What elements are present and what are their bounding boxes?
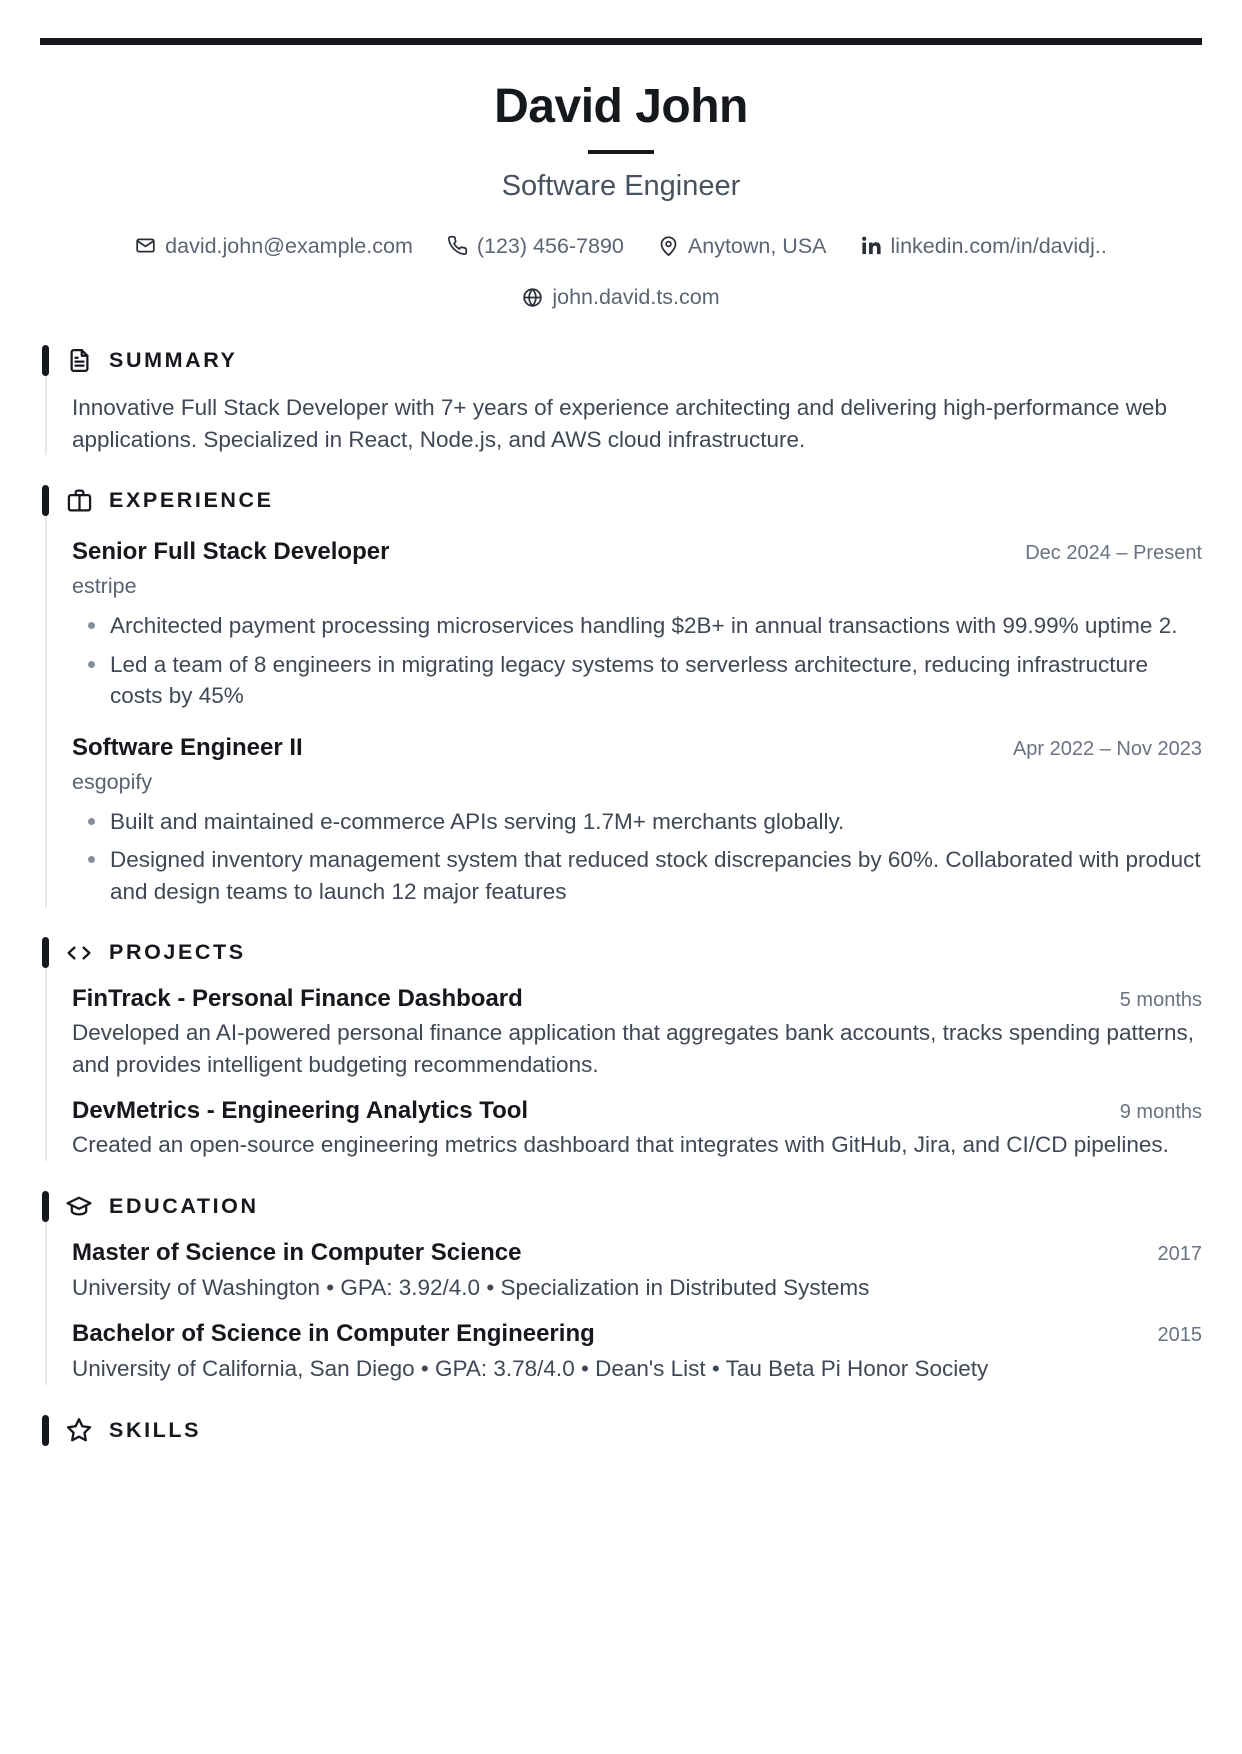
section-skills [40,1415,1202,1446]
experience-entry-top [72,734,1202,762]
contact-location-text: Anytown, USA [687,233,827,258]
document-icon [65,346,93,374]
code-brackets-icon [65,939,93,967]
education-title: EDUCATION [109,1193,259,1218]
project-duration: 5 months [1119,989,1202,1012]
section-projects [40,937,1202,1161]
section-accent-bar [42,937,49,968]
education-degree: Bachelor of Science in Computer Engineering [72,1320,595,1348]
contact-location [658,229,827,263]
linkedin-icon [861,235,882,256]
section-summary [40,345,1202,456]
project-entry [72,1080,1202,1161]
summary-title: SUMMARY [109,347,238,372]
experience-bullet: Led a team of 8 engineers in migrating legacy systems to serverless architecture, reducing infrastructure costs by 45% [72,649,1202,712]
star-icon [65,1416,93,1444]
experience-job-title: Senior Full Stack Developer [72,538,390,566]
project-entry-top [72,985,1202,1013]
skills-title: SKILLS [109,1417,202,1442]
briefcase-icon [65,487,93,515]
experience-job-title: Software Engineer II [72,733,303,761]
education-degree: Master of Science in Computer Science [72,1238,522,1266]
contact-website[interactable] [522,280,719,314]
education-details: University of Washington • GPA: 3.92/4.0 • Specialization in Distributed Systems [72,1274,870,1300]
project-title: FinTrack - Personal Finance Dashboard [72,985,523,1013]
education-entry [72,1303,1202,1385]
contact-email-text: david.john@example.com [165,233,413,258]
education-heading [42,1191,1202,1222]
projects-heading [42,937,1202,968]
resume-header [40,45,1202,315]
experience-company: esgopify [72,769,153,794]
experience-bullet: Designed inventory management system that reduced stock discrepancies by 60%. Collaborated with product and design teams to launch 12 major features [72,844,1202,907]
experience-bullets [72,610,1202,712]
top-rule [40,38,1202,45]
summary-body [45,376,1202,456]
experience-date: Dec 2024 – Present [1025,542,1202,565]
summary-text: Innovative Full Stack Developer with 7+ years of experience architecting and delivering high-performance web applications. Specialized in React, Node.js, and AWS cloud infrastructure. [72,394,1167,452]
education-year: 2015 [1157,1324,1202,1347]
project-entry-top [72,1097,1202,1125]
email-icon [135,235,156,256]
skills-heading [42,1415,1202,1446]
education-entry [72,1222,1202,1304]
location-pin-icon [658,235,679,256]
candidate-headline: Software Engineer [501,169,741,202]
experience-entry [72,712,1202,908]
project-description: Created an open-source engineering metrics dashboard that integrates with GitHub, Jira, and CI/CD pipelines. [72,1132,1169,1158]
project-description: Developed an AI-powered personal finance application that aggregates bank accounts, tracks spending patterns, and provides intelligent budgeting recommendations. [72,1020,1194,1077]
projects-title: PROJECTS [109,940,246,965]
globe-icon [522,287,543,308]
projects-body [45,968,1202,1161]
contact-linkedin[interactable] [861,229,1107,263]
name-divider [588,150,654,154]
education-body [45,1222,1202,1385]
project-duration: 9 months [1119,1101,1202,1124]
education-year: 2017 [1157,1242,1202,1265]
experience-entry-top [72,538,1202,566]
education-details: University of California, San Diego • GPA: 3.78/4.0 • Dean's List • Tau Beta Pi Honor Society [72,1356,989,1382]
experience-company: estripe [72,574,137,599]
experience-bullets [72,806,1202,908]
graduation-cap-icon [65,1192,93,1220]
education-entry-top [72,1239,1202,1267]
contact-phone-text: (123) 456-7890 [476,233,624,258]
experience-title: EXPERIENCE [109,488,274,513]
project-title: DevMetrics - Engineering Analytics Tool [72,1097,529,1125]
experience-bullet: Built and maintained e-commerce APIs serving 1.7M+ merchants globally. [72,806,1202,838]
experience-entry [72,516,1202,712]
contact-email[interactable] [135,229,413,263]
education-entry-top [72,1320,1202,1348]
phone-icon [447,235,468,256]
summary-heading [42,345,1202,376]
section-experience [40,485,1202,907]
experience-heading [42,485,1202,516]
section-accent-bar [42,1415,49,1446]
section-accent-bar [42,345,49,376]
section-accent-bar [42,1191,49,1222]
contact-phone[interactable] [447,229,624,263]
experience-bullet: Architected payment processing microservices handling $2B+ in annual transactions with 99.99% uptime 2. [72,610,1202,642]
section-accent-bar [42,485,49,516]
experience-date: Apr 2022 – Nov 2023 [1012,737,1202,760]
contact-linkedin-text: linkedin.com/in/davidj.. [890,233,1107,258]
project-entry [72,968,1202,1080]
contact-website-text: john.david.ts.com [552,285,720,310]
experience-body [45,516,1202,907]
candidate-name: David John [494,80,748,133]
section-education [40,1191,1202,1385]
contact-row [40,229,1202,315]
contact-second-line [40,280,1202,314]
